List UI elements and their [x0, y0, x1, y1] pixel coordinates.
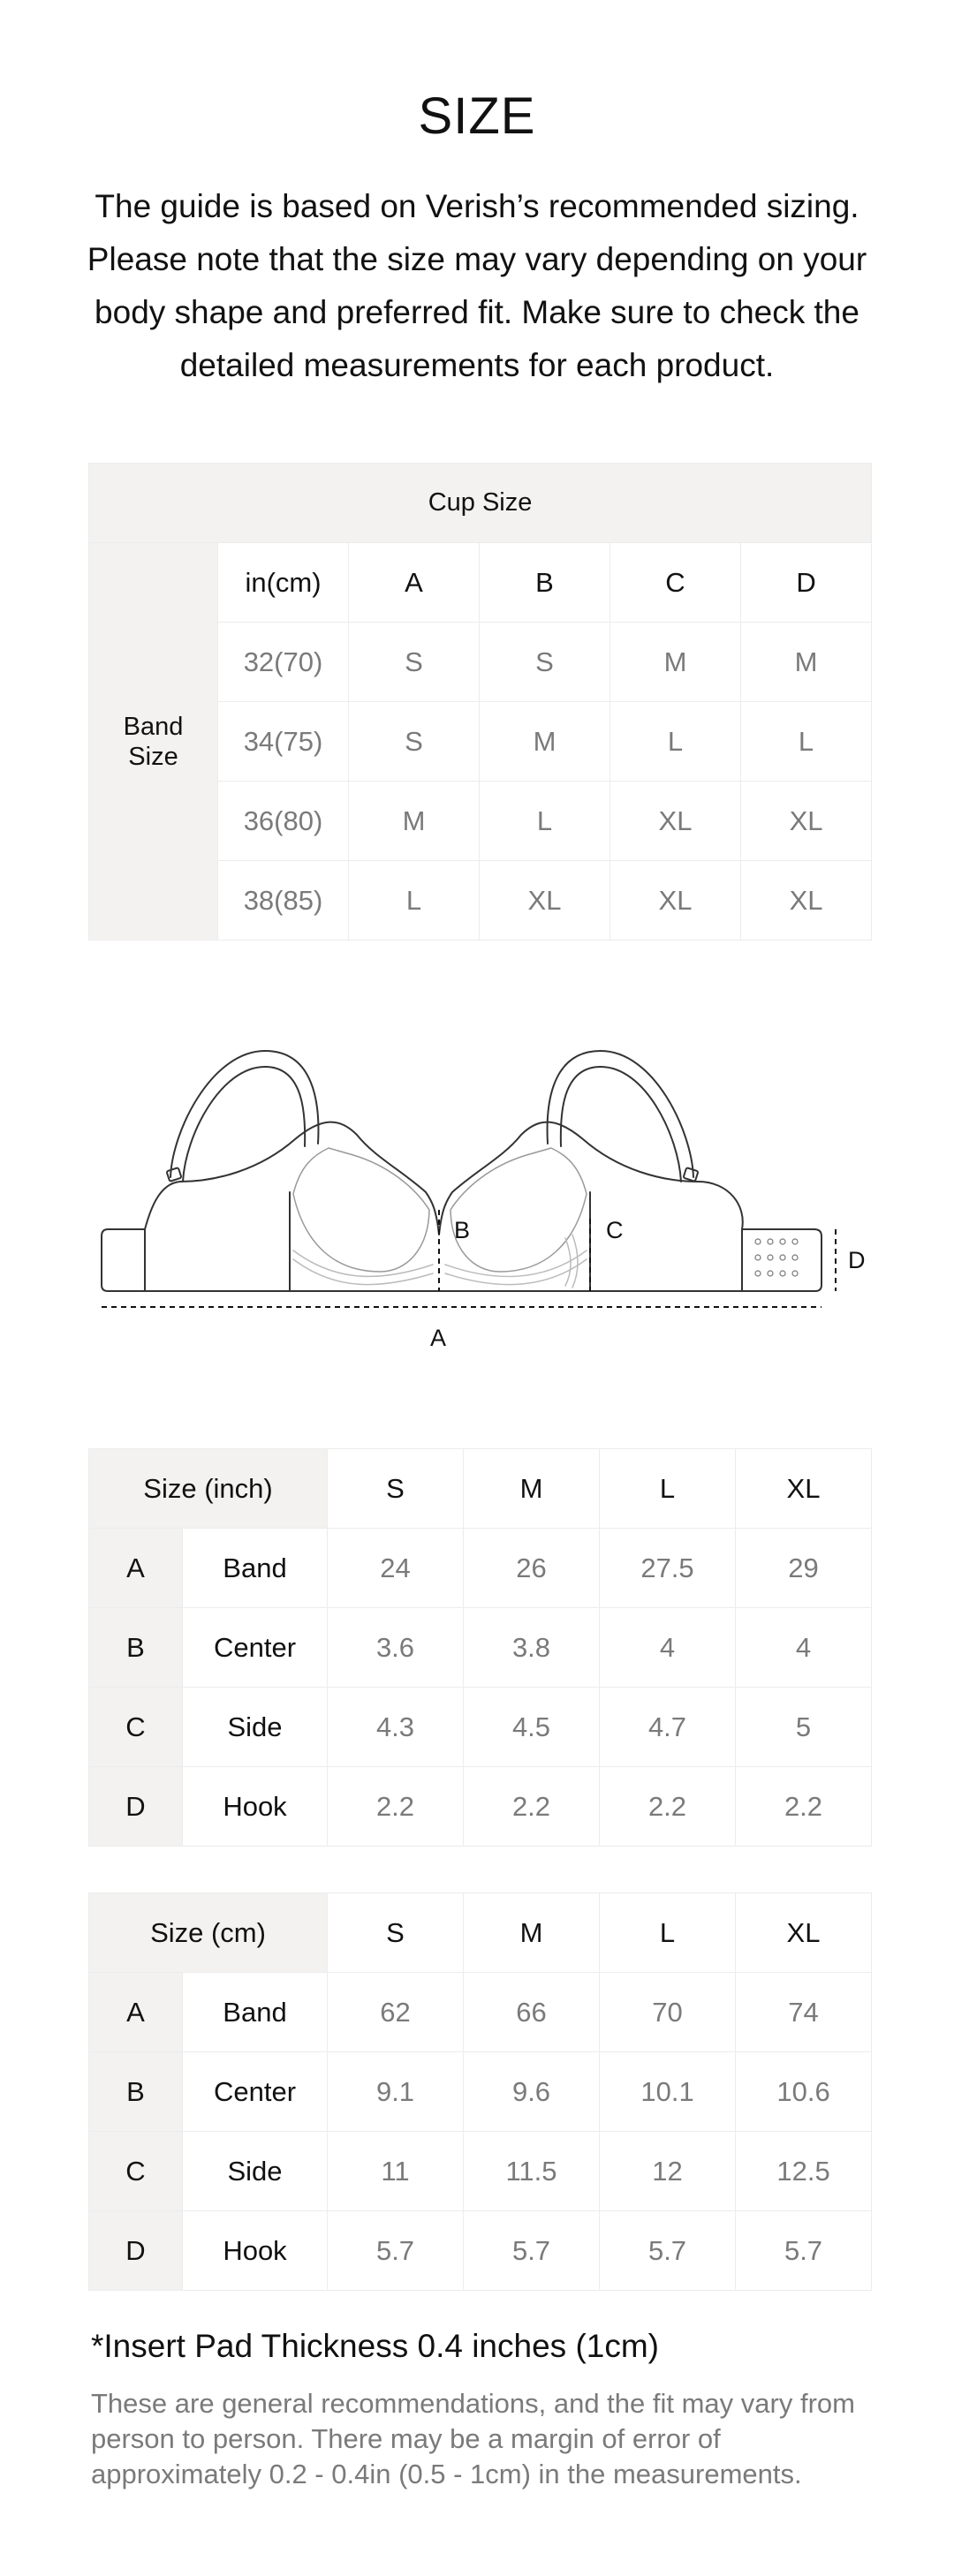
table-cell: S	[480, 623, 610, 702]
table-cell: 74	[736, 1973, 872, 2052]
bra-measurement-diagram	[88, 1033, 874, 1369]
table-cell: 11.5	[464, 2132, 600, 2211]
table-cell: 3.8	[464, 1608, 600, 1688]
table-row	[89, 1973, 872, 2052]
table-cell: XL	[741, 861, 872, 941]
label-a: A	[430, 1325, 447, 1351]
measure-letter: A	[89, 1529, 183, 1608]
band-size-label-text: Band Size	[123, 712, 184, 771]
table-cell: 34(75)	[218, 702, 349, 782]
table-cell: 2.2	[600, 1767, 736, 1847]
table-cell: L	[741, 702, 872, 782]
table-cell: 38(85)	[218, 861, 349, 941]
column-header: M	[464, 1449, 600, 1529]
measure-letter: B	[89, 2052, 183, 2132]
table-cell: 10.1	[600, 2052, 736, 2132]
hook-eyes	[755, 1239, 798, 1276]
table-cell: 5	[736, 1688, 872, 1767]
column-header: in(cm)	[218, 543, 349, 623]
table-cell: 70	[600, 1973, 736, 2052]
table-cell: 5.7	[600, 2211, 736, 2291]
table-cell: 24	[328, 1529, 464, 1608]
measure-letter: D	[89, 1767, 183, 1847]
table-cell: 2.2	[464, 1767, 600, 1847]
fit-disclaimer: These are general recommendations, and the fit may vary from person to person. There may be a margin of error of approximately 0.2 - 0.4in (0.5 - 1cm) in the measurements.	[91, 2388, 855, 2489]
cup-size-caption: Cup Size	[89, 464, 872, 543]
column-header: XL	[736, 1893, 872, 1973]
column-header: B	[480, 543, 610, 623]
table-cell: L	[480, 782, 610, 861]
column-header: XL	[736, 1449, 872, 1529]
table-row	[89, 464, 872, 543]
table-row	[89, 1608, 872, 1688]
label-b: B	[454, 1217, 471, 1243]
left-cup	[293, 1148, 429, 1272]
column-header: C	[610, 543, 741, 623]
page-title: SIZE	[418, 87, 536, 145]
left-strap-outer	[170, 1051, 318, 1177]
column-header: M	[464, 1893, 600, 1973]
table-cell: L	[610, 702, 741, 782]
measure-name: Band	[183, 1973, 328, 2052]
pad-thickness-note: *Insert Pad Thickness 0.4 inches (1cm)	[91, 2328, 659, 2364]
cup-size-table	[88, 463, 872, 941]
measure-name: Center	[183, 1608, 328, 1688]
table-cell: 4.5	[464, 1688, 600, 1767]
column-header: Size (cm)	[89, 1893, 328, 1973]
bra-outline	[102, 1122, 822, 1291]
table-row	[89, 2132, 872, 2211]
band-size-label	[89, 543, 218, 941]
table-cell: 5.7	[464, 2211, 600, 2291]
table-cell: 9.6	[464, 2052, 600, 2132]
table-cell: 4.7	[600, 1688, 736, 1767]
measure-name: Band	[183, 1529, 328, 1608]
table-cell: 10.6	[736, 2052, 872, 2132]
measure-name: Hook	[183, 2211, 328, 2291]
measure-name: Side	[183, 1688, 328, 1767]
table-cell: M	[349, 782, 480, 861]
table-cell: 62	[328, 1973, 464, 2052]
table-row	[89, 2211, 872, 2291]
column-header: A	[349, 543, 480, 623]
label-d: D	[848, 1247, 866, 1273]
size-cm-table	[88, 1892, 872, 2291]
table-cell: 36(80)	[218, 782, 349, 861]
size-inch-table	[88, 1448, 872, 1847]
table-cell: 32(70)	[218, 623, 349, 702]
table-cell: 9.1	[328, 2052, 464, 2132]
right-strap-outer	[548, 1051, 693, 1177]
table-cell: 4.3	[328, 1688, 464, 1767]
table-cell: S	[349, 623, 480, 702]
table-cell: 3.6	[328, 1608, 464, 1688]
column-header: S	[328, 1893, 464, 1973]
column-header: Size (inch)	[89, 1449, 328, 1529]
measure-name: Center	[183, 2052, 328, 2132]
table-cell: 29	[736, 1529, 872, 1608]
table-cell: 2.2	[736, 1767, 872, 1847]
measure-letter: A	[89, 1973, 183, 2052]
right-strap-adjuster	[683, 1167, 698, 1182]
table-cell: 5.7	[736, 2211, 872, 2291]
table-cell: XL	[610, 782, 741, 861]
table-cell: 27.5	[600, 1529, 736, 1608]
measure-letter: B	[89, 1608, 183, 1688]
table-row	[89, 1893, 872, 1973]
left-strap-adjuster	[166, 1167, 181, 1182]
measure-letter: C	[89, 1688, 183, 1767]
table-cell: 66	[464, 1973, 600, 2052]
measure-letter: C	[89, 2132, 183, 2211]
table-cell: 4	[600, 1608, 736, 1688]
right-cup	[450, 1148, 587, 1272]
table-cell: 12.5	[736, 2132, 872, 2211]
table-cell: L	[349, 861, 480, 941]
table-cell: 11	[328, 2132, 464, 2211]
measure-name: Side	[183, 2132, 328, 2211]
column-header: D	[741, 543, 872, 623]
table-row	[89, 1449, 872, 1529]
column-header: L	[600, 1893, 736, 1973]
table-cell: 5.7	[328, 2211, 464, 2291]
column-header: L	[600, 1449, 736, 1529]
table-row	[89, 2052, 872, 2132]
table-cell: 2.2	[328, 1767, 464, 1847]
table-cell: M	[610, 623, 741, 702]
table-row	[89, 1529, 872, 1608]
table-cell: 4	[736, 1608, 872, 1688]
table-row	[89, 1767, 872, 1847]
column-header: S	[328, 1449, 464, 1529]
table-cell: XL	[610, 861, 741, 941]
table-cell: 26	[464, 1529, 600, 1608]
table-cell: M	[741, 623, 872, 702]
measure-letter: D	[89, 2211, 183, 2291]
label-c: C	[606, 1217, 624, 1243]
table-cell: M	[480, 702, 610, 782]
table-cell: XL	[480, 861, 610, 941]
table-cell: 12	[600, 2132, 736, 2211]
table-row	[89, 1688, 872, 1767]
side-boning	[572, 1235, 578, 1288]
intro-text: The guide is based on Verish’s recommended sizing. Please note that the size may vary depending on your body shape and preferred fit. Make sure to check the detailed measurements for each product.	[87, 188, 867, 383]
table-cell: S	[349, 702, 480, 782]
left-strap-inner	[183, 1067, 305, 1182]
table-row	[89, 543, 872, 623]
measure-name: Hook	[183, 1767, 328, 1847]
table-cell: XL	[741, 782, 872, 861]
